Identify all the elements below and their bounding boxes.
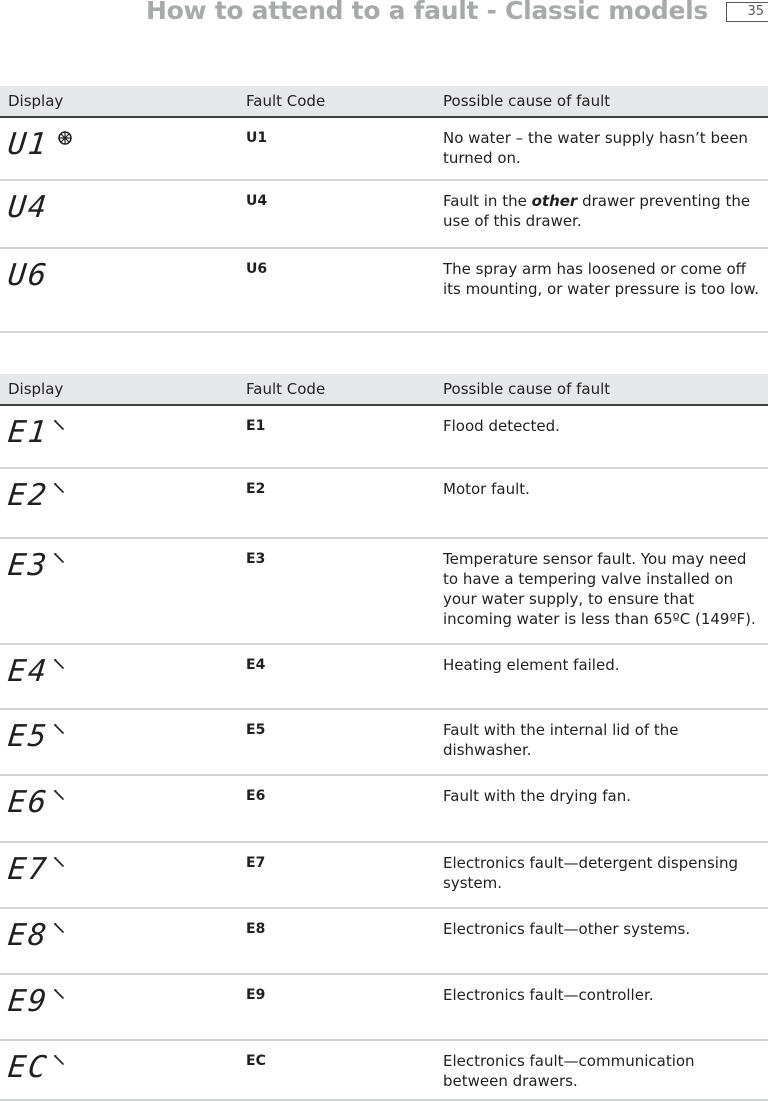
display-cell <box>0 248 238 332</box>
fault-cause: No water – the water supply hasn’t been turned on. <box>435 117 768 180</box>
display-code: U1 <box>6 127 51 162</box>
display-code: U4 <box>6 190 51 225</box>
table-row <box>0 468 768 538</box>
display-cell <box>0 842 238 908</box>
page-title: How to attend to a fault - Classic models <box>146 0 708 25</box>
wrench-icon <box>52 551 68 567</box>
table-row <box>0 1040 768 1100</box>
display-cell <box>0 1040 238 1100</box>
fault-code: E4 <box>238 644 435 709</box>
column-header-cause: Possible cause of fault <box>435 374 768 405</box>
fault-code: U1 <box>238 117 435 180</box>
fault-cause: Fault with the internal lid of the dishwasher. <box>435 709 768 775</box>
tap-icon <box>57 130 73 146</box>
wrench-icon <box>52 481 68 497</box>
fault-code: U4 <box>238 180 435 248</box>
table-row <box>0 117 768 180</box>
fault-code: E3 <box>238 538 435 644</box>
wrench-icon <box>52 987 68 1003</box>
page-number: 35 <box>726 2 768 22</box>
fault-code: E9 <box>238 974 435 1040</box>
fault-cause: Temperature sensor fault. You may need to have a tempering valve installed on your water supply, to ensure that incoming water is less than 65ºC (149ºF). <box>435 538 768 644</box>
wrench-icon <box>52 1053 68 1069</box>
table-header-row <box>0 86 768 117</box>
fault-cause-post: drawer preventing the use of this drawer. <box>443 192 751 230</box>
table-row <box>0 709 768 775</box>
display-code: EC <box>6 1050 51 1085</box>
fault-cause: Fault with the drying fan. <box>435 775 768 842</box>
display-cell <box>0 709 238 775</box>
display-cell <box>0 908 238 974</box>
column-header-display: Display <box>0 86 238 117</box>
column-header-fault-code: Fault Code <box>238 374 435 405</box>
table-row <box>0 775 768 842</box>
wrench-icon <box>52 657 68 673</box>
table-row <box>0 248 768 332</box>
display-code: E5 <box>6 719 51 754</box>
error-fault-table <box>0 374 768 1101</box>
display-code: E3 <box>6 548 51 583</box>
fault-code: E2 <box>238 468 435 538</box>
display-cell <box>0 405 238 468</box>
fault-cause: Flood detected. <box>435 405 768 468</box>
fault-cause: The spray arm has loosened or come off its mounting, or water pressure is too low. <box>435 248 768 332</box>
table-row <box>0 974 768 1040</box>
fault-code: E7 <box>238 842 435 908</box>
fault-cause: Electronics fault—other systems. <box>435 908 768 974</box>
display-code: U6 <box>6 258 51 293</box>
wrench-icon <box>52 788 68 804</box>
table-row <box>0 842 768 908</box>
display-code: E4 <box>6 654 51 689</box>
display-code: E1 <box>6 415 51 450</box>
table-row <box>0 538 768 644</box>
fault-code: E1 <box>238 405 435 468</box>
fault-code: E6 <box>238 775 435 842</box>
fault-code: U6 <box>238 248 435 332</box>
fault-cause: Motor fault. <box>435 468 768 538</box>
fault-cause: Heating element failed. <box>435 644 768 709</box>
page-header <box>0 0 768 30</box>
table-row <box>0 908 768 974</box>
display-code: E9 <box>6 984 51 1019</box>
display-cell <box>0 180 238 248</box>
wrench-icon <box>52 722 68 738</box>
display-cell <box>0 117 238 180</box>
display-cell <box>0 538 238 644</box>
fault-cause: Electronics fault—controller. <box>435 974 768 1040</box>
wrench-icon <box>52 418 68 434</box>
fault-cause: Electronics fault—detergent dispensing system. <box>435 842 768 908</box>
display-cell <box>0 468 238 538</box>
display-cell <box>0 974 238 1040</box>
table-row <box>0 644 768 709</box>
table-row <box>0 405 768 468</box>
display-code: E6 <box>6 785 51 820</box>
wrench-icon <box>52 921 68 937</box>
fault-code: EC <box>238 1040 435 1100</box>
wrench-icon <box>52 855 68 871</box>
column-header-fault-code: Fault Code <box>238 86 435 117</box>
column-header-cause: Possible cause of fault <box>435 86 768 117</box>
fault-cause: Electronics fault—communication between drawers. <box>435 1040 768 1100</box>
fault-cause-emphasis: other <box>531 192 578 210</box>
table-header-row <box>0 374 768 405</box>
column-header-display: Display <box>0 374 238 405</box>
display-cell <box>0 775 238 842</box>
user-fault-table <box>0 86 768 333</box>
display-cell <box>0 644 238 709</box>
display-code: E2 <box>6 478 51 513</box>
fault-code: E5 <box>238 709 435 775</box>
table-row <box>0 180 768 248</box>
display-code: E8 <box>6 918 51 953</box>
fault-code: E8 <box>238 908 435 974</box>
fault-cause <box>435 180 768 248</box>
display-code: E7 <box>6 852 51 887</box>
fault-cause-pre: Fault in the <box>443 192 532 210</box>
